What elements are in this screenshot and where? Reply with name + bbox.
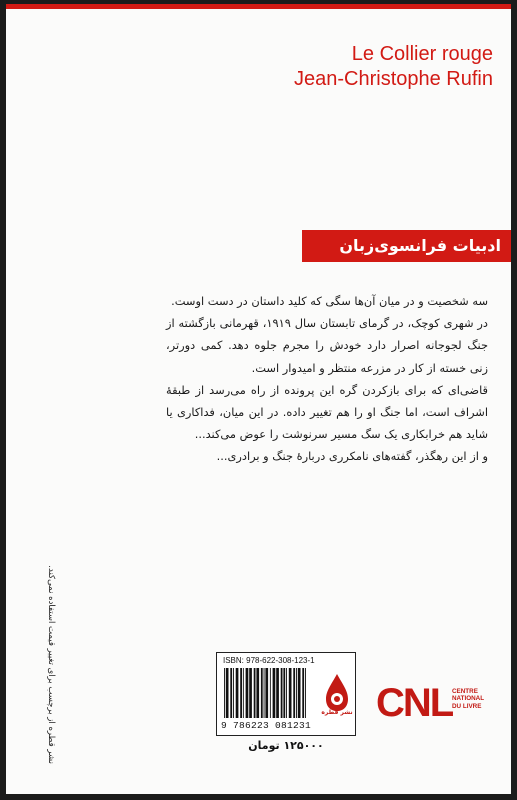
book-back-cover <box>6 4 511 794</box>
top-red-strip <box>6 4 511 9</box>
cnl-logo-letters: CNL <box>376 681 453 725</box>
barcode-digits: 9 786223 081231 <box>221 720 312 731</box>
cnl-logo <box>376 678 454 726</box>
blurb-paragraph: در شهری کوچک، در گرمای تابستان سال ۱۹۱۹، قهرمانی بازگشته از جنگ لجوجانه اصرار دارد خودش را مجرم جلوه دهد. کمی دورتر، زنی خسته از کار در مزرعه منتظر و امیدوار است. <box>166 316 488 375</box>
series-label: ادبیات فرانسوی‌زبان <box>339 236 501 255</box>
book-author: Jean-Christophe Rufin <box>294 68 493 90</box>
isbn-number: ISBN: 978-622-308-123-1 <box>223 656 315 665</box>
cnl-line: DU LIVRE <box>452 702 482 710</box>
publisher-name: نشر قطره <box>321 709 353 716</box>
blurb-text <box>166 290 488 468</box>
book-title: Le Collier rouge <box>351 43 493 65</box>
blurb-paragraph: قاضی‌ای که برای بازکردن گره این پرونده از راه می‌رسد از طبقهٔ اشراف است، اما جنگ او را هم تغییر داده. در این میان، فداکاری یا شاید هم خرابکاری یک سگ مسیر سرنوشت را عوض می‌کند... <box>166 382 488 442</box>
barcode-image <box>222 668 318 720</box>
cnl-line: NATIONAL <box>452 695 485 703</box>
price-label: ۱۲۵۰۰۰ تومان <box>248 739 324 752</box>
price-sticker-note: نشر قطره از برچسب برای تغییر قیمت استفاده نمی‌کند. <box>46 565 56 764</box>
cnl-line: CENTRE <box>452 688 478 695</box>
barcode-panel <box>216 652 356 736</box>
cnl-caption <box>452 688 502 710</box>
blurb-paragraph: و از این رهگذر، گفته‌های نامکرری دربارهٔ جنگ و برادری... <box>216 449 488 464</box>
blurb-paragraph: سه شخصیت و در میان آن‌ها سگی که کلید داستان در دست اوست. <box>171 294 488 308</box>
series-label-band <box>302 230 511 262</box>
